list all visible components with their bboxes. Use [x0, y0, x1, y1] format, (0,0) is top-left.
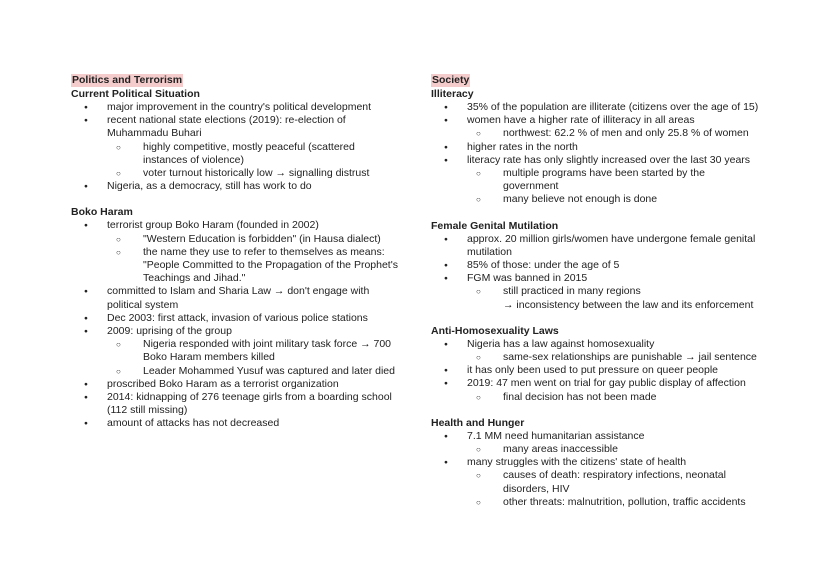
list-item: ● 35% of the population are illiterate (citizens over the age of 15) — [431, 101, 761, 114]
heading-illiteracy: Illiteracy — [431, 88, 474, 100]
sub-list-item: ○ final decision has not been made — [467, 391, 761, 404]
list-item: ● Nigeria, as a democracy, still has work to do — [71, 180, 401, 193]
sub-list-item: ○ other threats: malnutrition, pollution, traffic accidents — [467, 496, 761, 509]
continuation-text: → inconsistency between the law and its enforcement — [503, 298, 754, 311]
list-item: ● women have a higher rate of illiteracy in all areas ○ northwest: 62.2 % of men and only 25.8 % of women — [431, 114, 761, 140]
sub-list-item: ○ Leader Mohammed Yusuf was captured and later died — [107, 365, 401, 378]
right-column — [431, 70, 761, 509]
sub-list-item: ○ highly competitive, mostly peaceful (scattered instances of violence) — [107, 141, 401, 167]
list-item: ● higher rates in the north — [431, 141, 761, 154]
left-column — [71, 70, 401, 431]
heading-anti-homosexuality: Anti-Homosexuality Laws — [431, 324, 559, 337]
fgm-list — [431, 233, 761, 312]
list-item: ● 2019: 47 men went on trial for gay public display of affection ○ final decision has not been made — [431, 377, 761, 403]
list-item: ● FGM was banned in 2015 ○ still practiced in many regions → inconsistency between the law and its enforcement — [431, 272, 761, 312]
anti-homosexuality-list — [431, 338, 761, 404]
sub-list-item: ○ many areas inaccessible — [467, 443, 761, 456]
health-hunger-list — [431, 430, 761, 509]
list-item: ● committed to Islam and Sharia Law → don't engage with political system — [71, 285, 401, 311]
heading-boko-haram: Boko Haram — [71, 206, 133, 219]
list-item: ● 2014: kidnapping of 276 teenage girls from a boarding school (112 still missing) — [71, 391, 401, 417]
list-item: ● 2009: uprising of the group ○ Nigeria responded with joint military task force → 700 Boko Haram members killed ○ Leader Mohammed Yusuf was captured and later died — [71, 325, 401, 378]
heading-health-hunger: Health and Hunger — [431, 416, 525, 429]
list-item: ● approx. 20 million girls/women have undergone female genital mutilation — [431, 233, 761, 259]
heading-current-political-situation: Current Political Situation — [71, 88, 200, 100]
sub-list-item: ○ northwest: 62.2 % of men and only 25.8 % of women — [467, 127, 761, 140]
sub-list-item: ○ the name they use to refer to themselves as means: "People Committed to the Propagation of the Prophet's Teachings and Jihad." — [107, 246, 401, 286]
list-item: ● 7.1 MM need humanitarian assistance ○ many areas inaccessible — [431, 430, 761, 456]
sub-list-item: ○ causes of death: respiratory infections, neonatal disorders, HIV — [467, 469, 761, 495]
list-item: ● 85% of those: under the age of 5 — [431, 259, 761, 272]
sub-list-item: ○ same-sex relationships are punishable → jail sentence — [467, 351, 761, 364]
section-title-society: Society — [432, 74, 470, 86]
list-item: ● recent national state elections (2019): re-election of Muhammadu Buhari ○ highly competitive, mostly peaceful (scattered instances of violence) ○ voter turnout historically low → signalling distrust — [71, 114, 401, 180]
sub-list-item: ○ multiple programs have been started by the government — [467, 167, 761, 193]
sub-list-item: ○ "Western Education is forbidden" (in Hausa dialect) — [107, 233, 401, 246]
list-item: ● proscribed Boko Haram as a terrorist organization — [71, 378, 401, 391]
list-item: ● many struggles with the citizens' state of health ○ causes of death: respiratory infections, neonatal disorders, HIV ○ other threats: malnutrition, pollution, traffic accidents — [431, 456, 761, 509]
list-item: ● major improvement in the country's political development — [71, 101, 401, 114]
list-item: ● terrorist group Boko Haram (founded in 2002) ○ "Western Education is forbidden" (in Hausa dialect) ○ the name they use to refer to themselves as means: "People Committed to the Propagation of the Prophet's Teachings and Jihad." — [71, 219, 401, 285]
political-situation-list — [71, 101, 401, 193]
list-item: ● it has only been used to put pressure on queer people — [431, 364, 761, 377]
list-item: ● literacy rate has only slightly increased over the last 30 years ○ multiple programs have been started by the government ○ many believe not enough is done — [431, 154, 761, 207]
sub-list-item: ○ Nigeria responded with joint military task force → 700 Boko Haram members killed — [107, 338, 401, 364]
sub-list-item: ○ voter turnout historically low → signalling distrust — [107, 167, 401, 180]
heading-fgm: Female Genital Mutilation — [431, 219, 559, 232]
boko-haram-list — [71, 219, 401, 430]
section-title-politics: Politics and Terrorism — [72, 74, 183, 86]
list-item: ● Dec 2003: first attack, invasion of various police stations — [71, 312, 401, 325]
sub-list-item: ○ many believe not enough is done — [467, 193, 761, 206]
sub-list-item: ○ still practiced in many regions → inconsistency between the law and its enforcement — [467, 285, 761, 311]
list-item: ● amount of attacks has not decreased — [71, 417, 401, 430]
illiteracy-list — [431, 101, 761, 207]
list-item: ● Nigeria has a law against homosexuality ○ same-sex relationships are punishable → jail sentence — [431, 338, 761, 364]
